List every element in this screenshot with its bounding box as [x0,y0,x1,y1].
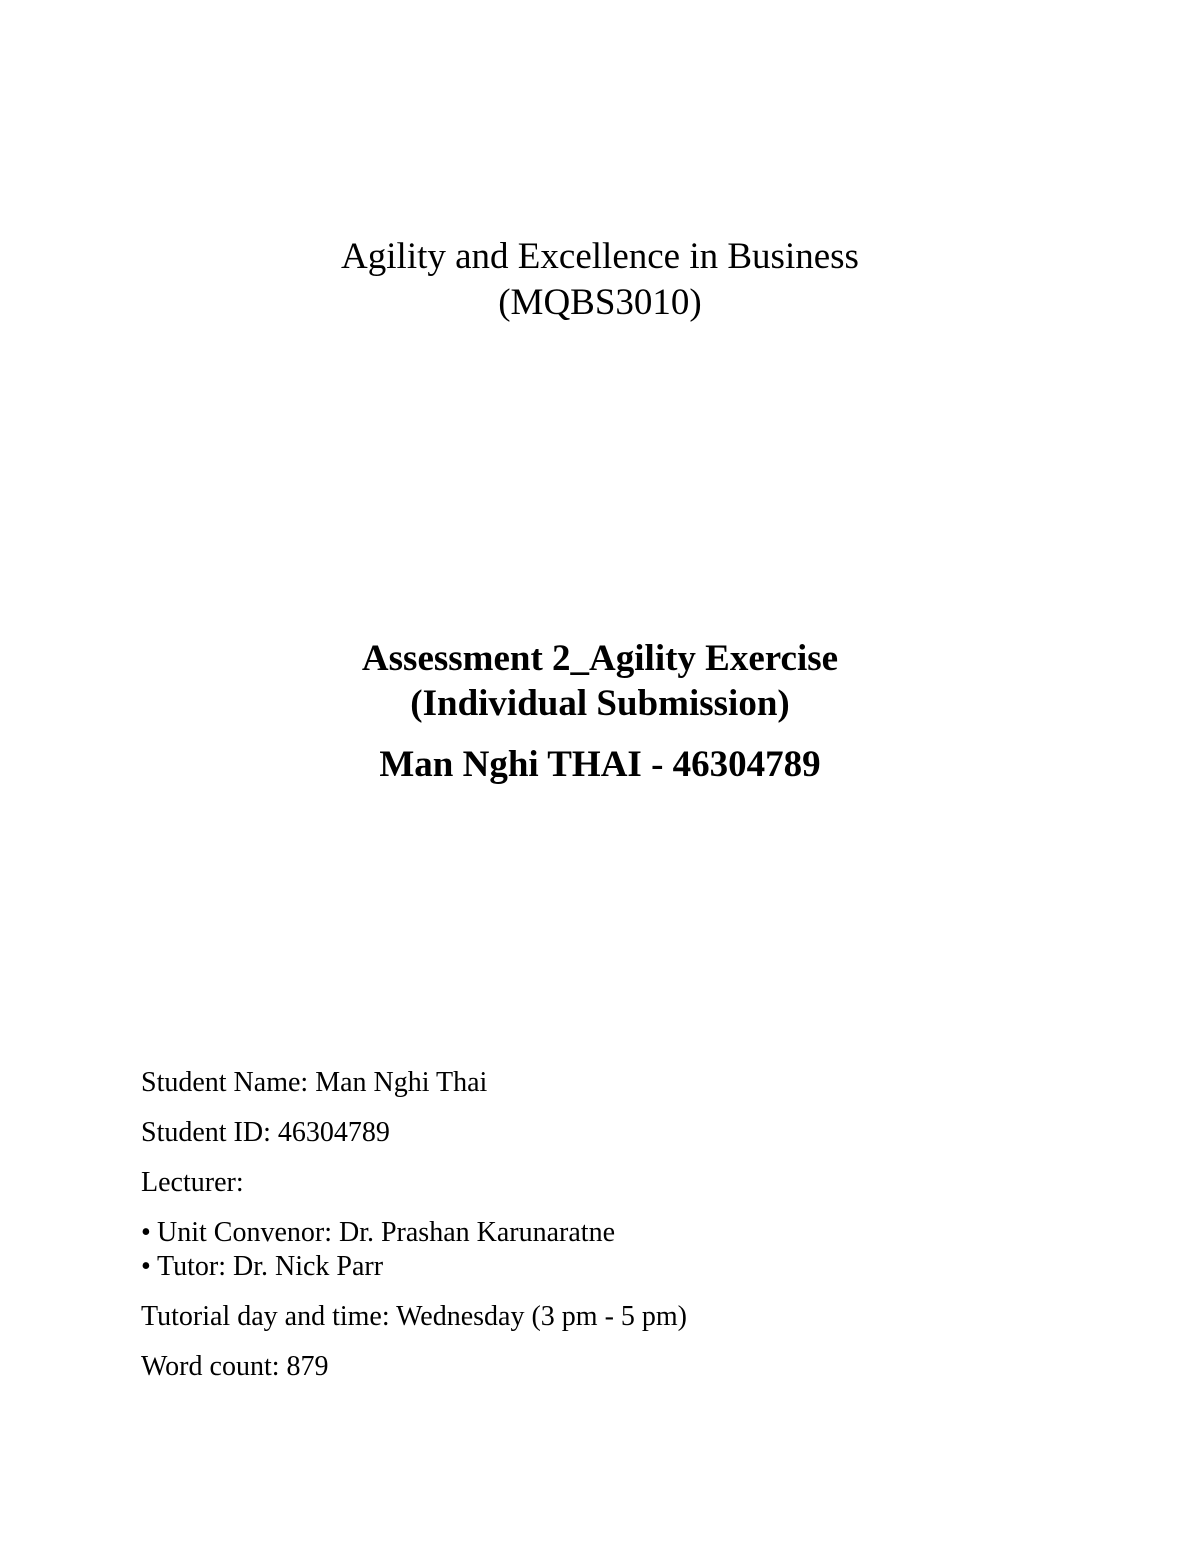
student-id-line: Student ID: 46304789 [141,1117,390,1148]
student-details [141,1066,1041,1400]
unit-convenor-text: Unit Convenor: Dr. Prashan Karunaratne [157,1217,615,1248]
tutorial-time-line: Tutorial day and time: Wednesday (3 pm - 5 pm) [141,1301,687,1332]
assessment-subtitle: (Individual Submission) [410,683,790,724]
course-title: Agility and Excellence in Business [341,236,859,277]
word-count-line: Word count: 879 [141,1351,329,1382]
tutor-text: Tutor: Dr. Nick Parr [157,1251,384,1282]
list-item [141,1250,1041,1284]
bullet-icon: • [141,1251,151,1282]
assessment-title-block [0,636,1200,790]
student-name-line: Student Name: Man Nghi Thai [141,1067,488,1098]
lecturer-list [141,1216,1041,1284]
bullet-icon: • [141,1217,151,1248]
student-heading: Man Nghi THAI - 46304789 [379,744,821,785]
list-item [141,1216,1041,1250]
course-title-block [0,234,1200,326]
course-code: (MQBS3010) [498,282,702,323]
assessment-title: Assessment 2_Agility Exercise [361,638,839,679]
lecturer-label: Lecturer: [141,1167,244,1198]
